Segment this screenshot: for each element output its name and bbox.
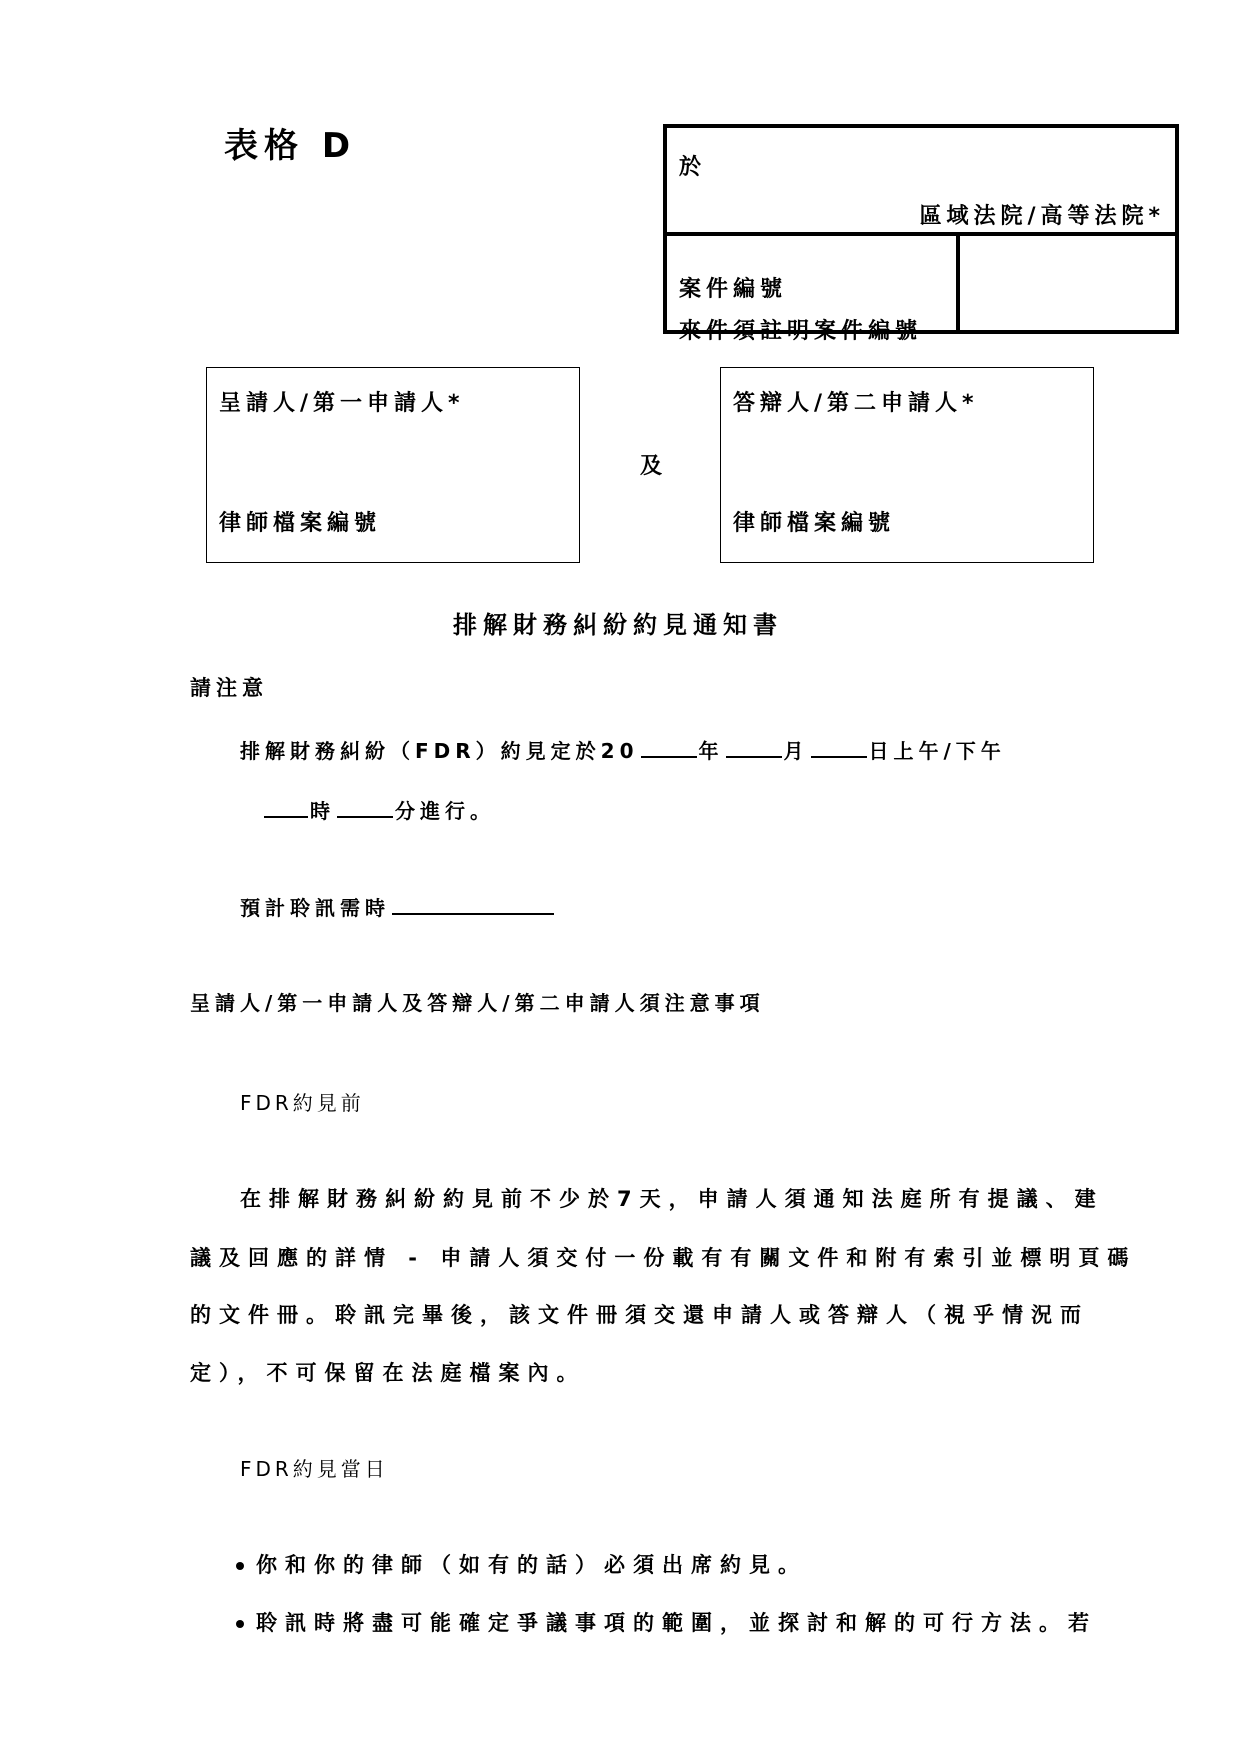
hour-suffix: 時 [310, 799, 335, 823]
petitioner-title: 呈請人/第一申請人* [219, 391, 465, 416]
document-title: 排解財務糾紛約見通知書 [453, 611, 783, 639]
before-paragraph-line: 的文件冊。聆訊完畢後，該文件冊須交還申請人或答辯人（視乎情況而 [190, 1303, 1089, 1327]
bullet-dot-icon [236, 1620, 244, 1628]
month-blank [726, 736, 782, 758]
and-label: 及 [640, 454, 663, 479]
bullet-item [236, 1549, 807, 1579]
please-note-heading: 請注意 [190, 676, 268, 700]
respondent-solicitor-ref: 律師檔案編號 [733, 511, 896, 536]
before-paragraph-line: 在排解財務糾紛約見前不少於7天，申請人須通知法庭所有提議、建 [240, 1187, 1104, 1211]
case-number-note: 來件須註明案件編號 [679, 319, 923, 344]
duration-label: 預計聆訊需時 [240, 896, 390, 920]
minute-suffix: 分進行。 [395, 799, 495, 823]
petitioner-box [206, 367, 580, 563]
case-number-label: 案件編號 [679, 277, 788, 302]
respondent-box [720, 367, 1094, 563]
petitioner-solicitor-ref: 律師檔案編號 [219, 511, 382, 536]
day-blank [811, 736, 867, 758]
hour-blank [264, 796, 308, 818]
court-name: 區域法院/高等法院* [919, 204, 1165, 229]
court-info-box [663, 124, 1179, 344]
appointment-date-line [240, 735, 1006, 764]
duration-blank [392, 893, 554, 915]
appointment-time-line [262, 795, 495, 824]
bullet-text: 你和你的律師（如有的話）必須出席約見。 [256, 1553, 807, 1577]
bullet-item [236, 1607, 1097, 1637]
bullet-dot-icon [236, 1562, 244, 1570]
minute-blank [337, 796, 393, 818]
before-paragraph-line: 定），不可保留在法庭檔案內。 [190, 1361, 586, 1385]
month-suffix: 月 [783, 739, 809, 763]
fdr-day-heading: FDR約見當日 [240, 1457, 389, 1481]
respondent-title: 答辯人/第二申請人* [733, 391, 979, 416]
before-paragraph-line: 議及回應的詳情 - 申請人須交付一份載有有關文件和附有索引並標明頁碼 [190, 1246, 1137, 1270]
notes-heading: 呈請人/第一申請人及答辯人/第二申請人須注意事項 [190, 991, 765, 1015]
court-at-label: 於 [679, 155, 702, 180]
year-blank [641, 736, 697, 758]
bullet-text: 聆訊時將盡可能確定爭議事項的範圍，並探討和解的可行方法。若 [256, 1611, 1097, 1635]
hearing-duration-line [240, 892, 556, 921]
appointment-prefix: 排解財務糾紛（FDR）約見定於20 [240, 739, 639, 763]
form-title: 表格 D [224, 126, 357, 166]
day-suffix: 日上午/下午 [868, 739, 1006, 763]
year-suffix: 年 [698, 739, 724, 763]
before-fdr-heading: FDR約見前 [240, 1091, 365, 1115]
